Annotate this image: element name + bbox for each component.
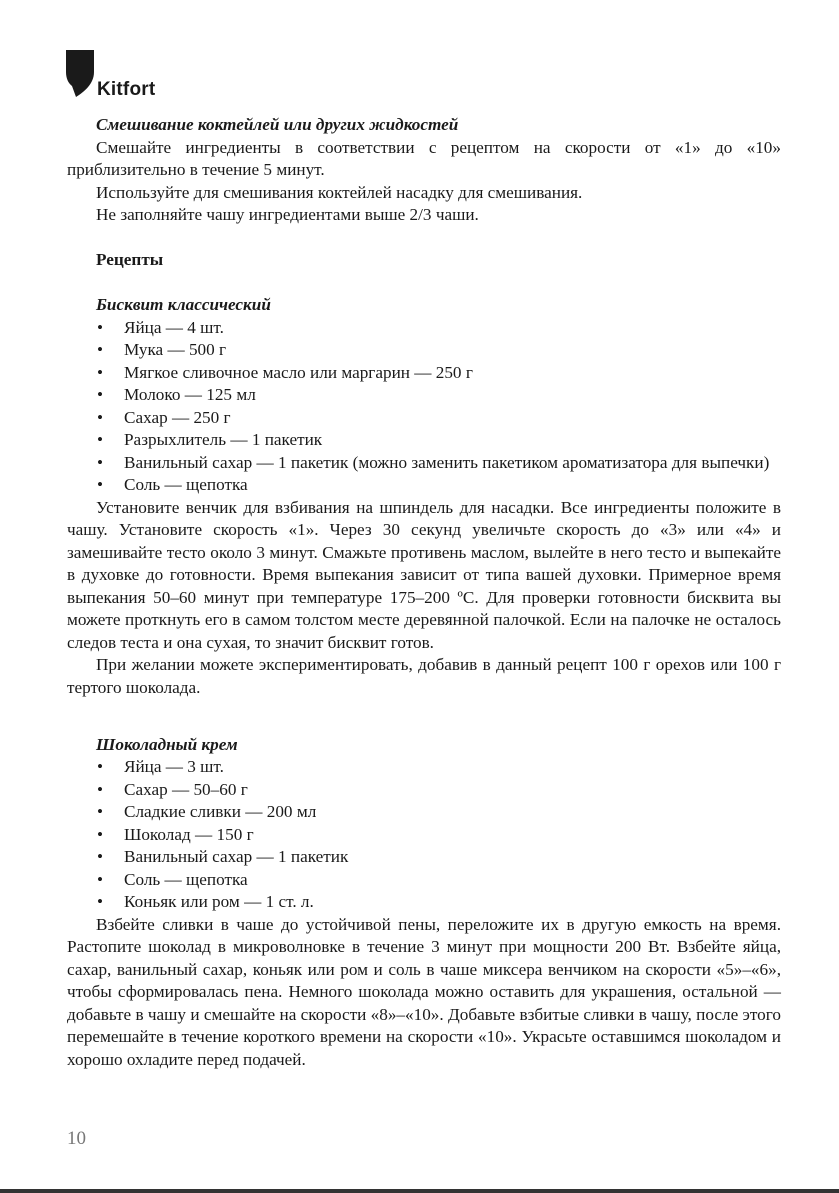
kitfort-logo-mark-icon	[66, 50, 94, 98]
paragraph: При желании можете экспериментировать, добавив в данный рецепт 100 г орехов или 100 г тертого шоколада.	[67, 655, 781, 697]
paragraph: Установите венчик для взбивания на шпиндель для насадки. Все ингредиенты положите в чашу. Установите скорость «1». Через 30 секунд увеличьте скорость до «3» или «4» и замешивайте тесто около 3 минут. Смажьте противень маслом, вылейте в него тесто и выпекайте в духовке до готовности. Время выпекания зависит от типа вашей духовки. Примерное время выпекания 50–60 минут при температуре 175–200 ºС. Для проверки готовности бисквита вы можете проткнуть его в самом толстом месте деревянной палочкой. Если на палочке не осталось следов теста и она сухая, то значит бисквит готов.	[67, 497, 781, 652]
list-item: • Шоколад — 150 г	[67, 824, 781, 847]
paragraph: Смешайте ингредиенты в соответствии с рецептом на скорости от «1» до «10» приблизительно в течение 5 минут.	[67, 137, 781, 179]
bullet-icon: •	[97, 824, 104, 844]
list-item: • Сахар — 250 г	[67, 407, 781, 430]
bullet-icon: •	[97, 847, 104, 866]
list-item: • Молоко — 125 мл	[67, 384, 781, 407]
page-edge-divider	[0, 1189, 839, 1193]
list-item: • Яйца — 4 шт.	[67, 317, 781, 340]
list-item: • Соль — щепотка	[67, 474, 781, 497]
ingredient-list	[67, 756, 781, 914]
section-heading: Смешивание коктейлей или других жидкостей	[96, 115, 459, 134]
ingredient-list	[67, 317, 781, 497]
list-item: • Мука — 500 г	[67, 339, 781, 362]
list-item: • Ванильный сахар — 1 пакетик	[67, 846, 781, 869]
bullet-icon: •	[97, 385, 104, 404]
bullet-icon: •	[97, 317, 104, 337]
bullet-icon: •	[97, 475, 104, 494]
list-item: • Коньяк или ром — 1 ст. л.	[67, 891, 781, 914]
bullet-icon: •	[97, 452, 104, 472]
brand-logo	[66, 50, 176, 102]
recipe-title: Шоколадный крем	[96, 734, 238, 754]
brand-name: Kitfort	[97, 79, 156, 100]
bullet-icon: •	[97, 779, 104, 799]
recipe-title: Бисквит классический	[96, 295, 271, 314]
paragraph: Взбейте сливки в чаше до устойчивой пены, переложите их в другую емкость на время. Растопите шоколад в микроволновке в течение 3 минут при мощности 200 Вт. Взбейте яйца, сахар, ванильный сахар, коньяк или ром и соль в чаше миксера венчиком на скорости «5»–«6», чтобы сформировалась пена. Немного шоколада можно оставить для украшения, остальной — добавьте в чашу и смешайте на скорости «8»–«10». Добавьте взбитые сливки в чашу, после этого перемешайте в течение короткого времени на скорости «10». Украсьте оставшимся шоколадом и хорошо охладите перед подачей.	[67, 914, 781, 1069]
recipes-heading: Рецепты	[96, 250, 164, 269]
bullet-icon: •	[97, 430, 104, 449]
bullet-icon: •	[97, 340, 104, 359]
bullet-icon: •	[97, 802, 104, 821]
bullet-icon: •	[97, 869, 104, 889]
list-item: • Яйца — 3 шт.	[67, 756, 781, 779]
list-item: • Ванильный сахар — 1 пакетик (можно заменить пакетиком ароматизатора для выпечки)	[67, 452, 781, 475]
list-item: • Сахар — 50–60 г	[67, 779, 781, 802]
list-item: • Разрыхлитель — 1 пакетик	[67, 429, 781, 452]
page-number: 10	[67, 1128, 86, 1149]
bullet-icon: •	[97, 407, 104, 427]
bullet-icon: •	[97, 362, 104, 382]
paragraph: Используйте для смешивания коктейлей насадку для смешивания.	[96, 182, 583, 202]
bullet-icon: •	[97, 892, 104, 911]
bullet-icon: •	[97, 757, 104, 776]
list-item: • Соль — щепотка	[67, 869, 781, 892]
paragraph: Не заполняйте чашу ингредиентами выше 2/3 чаши.	[96, 205, 479, 224]
list-item: • Мягкое сливочное масло или маргарин — 250 г	[67, 362, 781, 385]
document-body	[67, 114, 781, 1071]
list-item: • Сладкие сливки — 200 мл	[67, 801, 781, 824]
